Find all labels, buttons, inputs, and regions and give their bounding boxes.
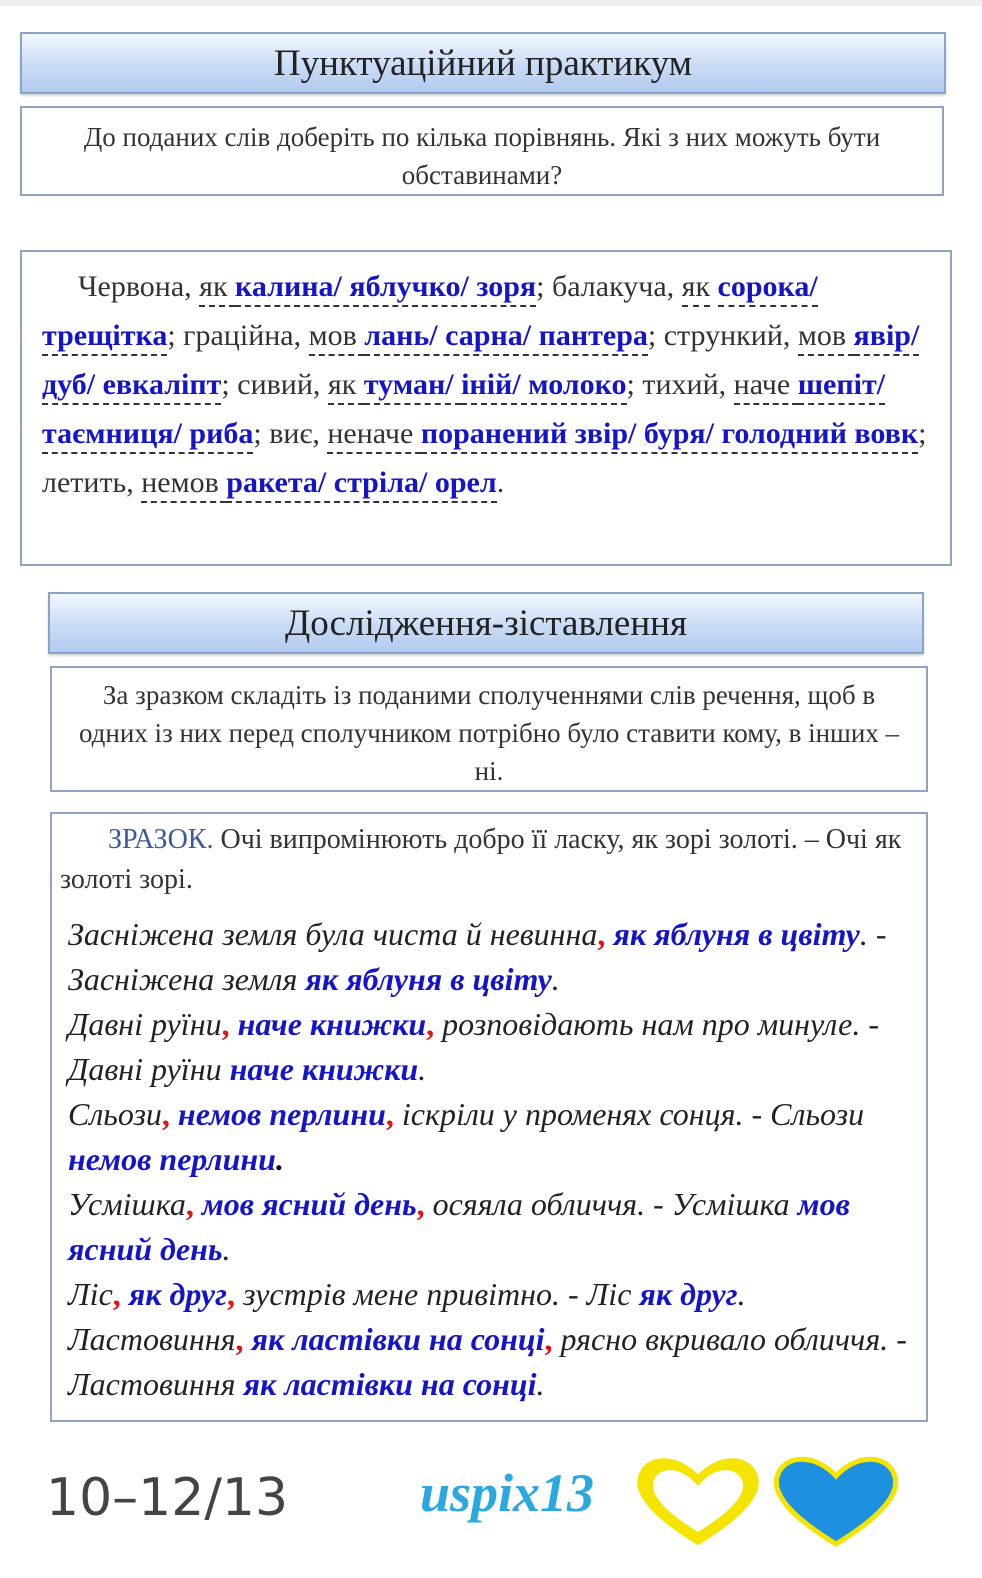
- sentence-segment: .: [737, 1276, 746, 1312]
- answer-sentence: [68, 912, 914, 1002]
- sentence-segment: зустрів мене привітно. - Ліс: [234, 1276, 640, 1312]
- comparison-phrase: наче книжки: [229, 1051, 419, 1087]
- section2-task-text: За зразком складіть із поданими сполученнями слів речення, щоб в одних із них перед сполучником потрібно було ставити кому, в інших – ні.: [78, 680, 900, 786]
- sentence-segment: .: [418, 1051, 427, 1087]
- answer-text-segment: ; граційна,: [167, 319, 309, 352]
- comparison-answer: калина/ яблучко/ зоря: [235, 270, 536, 307]
- answer-text-segment: немов: [141, 466, 226, 503]
- answer-text-segment: ; балакуча,: [536, 270, 682, 303]
- comma-mark: ,: [221, 1006, 230, 1042]
- answer-text-segment: мов: [798, 319, 854, 356]
- comma-mark: ,: [597, 916, 606, 952]
- comparison-phrase: мов ясний день: [68, 1186, 850, 1267]
- comparison-phrase: як яблуня в цвіту: [605, 916, 860, 952]
- answer-text-segment: летить,: [42, 466, 142, 499]
- comma-mark: ,: [185, 1186, 194, 1222]
- sentence-segment: осяяла обличчя. - Усмішка: [424, 1186, 798, 1222]
- answer-text-segment: [710, 270, 718, 303]
- answer-text-segment: виє,: [269, 417, 328, 450]
- sentence-segment: розповідають нам про минуле. - Давні руїни: [68, 1006, 879, 1087]
- sentence-segment: Засніжена земля була чиста й невинна: [68, 916, 598, 952]
- sentence-segment: .: [536, 1366, 545, 1402]
- comparison-phrase: наче книжки: [229, 1006, 427, 1042]
- top-border: [0, 0, 982, 6]
- section1-answer-box: [20, 250, 952, 566]
- section2-title-text: Дослідження-зіставлення: [285, 602, 687, 644]
- section1-title: [20, 32, 946, 94]
- comma-mark: ,: [426, 1006, 435, 1042]
- answer-text-segment: як: [199, 270, 235, 307]
- answer-text-segment: Червона,: [78, 270, 200, 303]
- comma-mark: ,: [385, 1096, 394, 1132]
- answer-sentence: [68, 1002, 914, 1092]
- heart-yellow-icon: [638, 1459, 757, 1544]
- section1-title-text: Пунктуаційний практикум: [273, 42, 693, 84]
- sentence-segment: Сльози: [68, 1096, 162, 1132]
- comparison-answer: сорока/ трещітка: [42, 270, 818, 356]
- comma-mark: ,: [161, 1096, 170, 1132]
- comparison-phrase: немов перлини: [169, 1096, 386, 1132]
- comparison-phrase: мов ясний день: [193, 1186, 417, 1222]
- answer-sentence: [68, 1092, 914, 1182]
- answer-text-segment: стрункий,: [663, 319, 798, 352]
- sample-label: ЗРАЗОК.: [108, 824, 214, 855]
- comparison-answer: іній/ молоко: [461, 368, 626, 405]
- comparison-answer: лань/ сарна/ пантера: [364, 319, 648, 356]
- answer-text-segment: ;: [253, 417, 270, 450]
- comparison-phrase: як ластівки на сонці: [243, 1366, 537, 1402]
- section1-task-box: [20, 106, 944, 196]
- comma-mark: ,: [416, 1186, 425, 1222]
- sentence-segment: рясно вкривало обличчя. - Ластовиння: [68, 1321, 907, 1402]
- sample-text: Очі випромінюють добро її ласку, як зорі золоті. – Очі як золоті зорі.: [60, 824, 902, 895]
- answer-text-segment: .: [496, 466, 505, 499]
- comparison-answer: шепіт/ таємниця/ риба: [42, 368, 885, 454]
- comma-mark: ,: [226, 1276, 235, 1312]
- sentence-segment: Ліс: [68, 1276, 113, 1312]
- comparison-answer: поранений звір/ буря/ голодний вовк: [421, 417, 918, 454]
- answer-text-segment: ; сивий,: [221, 368, 328, 401]
- sentence-segment: .: [222, 1231, 231, 1267]
- comparison-phrase: як ластівки на сонці: [243, 1321, 545, 1357]
- sentence-segment: .: [551, 961, 560, 997]
- sample-block: [52, 814, 926, 900]
- sentence-segment: . - Засніжена земля: [68, 916, 887, 997]
- comparison-phrase: як яблуня в цвіту: [305, 961, 552, 997]
- answer-text-segment: як: [682, 270, 710, 307]
- answer-text-segment: неначе: [327, 417, 420, 454]
- answer-text-segment: як: [328, 368, 364, 405]
- answer-text-segment: ; тихий,: [626, 368, 734, 401]
- comparison-phrase: немов перлини: [68, 1141, 276, 1177]
- section1-task-text: До поданих слів доберіть по кілька порівнянь. Які з них можуть бути обставинами?: [83, 122, 881, 190]
- comma-mark: ,: [112, 1276, 121, 1312]
- sentence-segment: Усмішка: [68, 1186, 186, 1222]
- section1-answer-text: [42, 262, 932, 507]
- comparison-phrase: як друг: [120, 1276, 227, 1312]
- comma-mark: ,: [544, 1321, 553, 1357]
- logo-text: uspix13: [420, 1463, 595, 1523]
- answer-text-segment: мов: [309, 319, 365, 356]
- comparison-answer: туман/: [364, 368, 461, 405]
- answer-sentence: [68, 1317, 914, 1407]
- comma-mark: ,: [235, 1321, 244, 1357]
- comparison-answer: явір/ дуб/ евкаліпт: [42, 319, 919, 405]
- sentence-segment: Давні руїни: [68, 1006, 222, 1042]
- page-number: 10–12/13: [46, 1468, 289, 1528]
- section2-answer-box: [50, 812, 928, 1422]
- answer-sentence: [68, 1272, 914, 1317]
- hearts-logo: [632, 1452, 912, 1553]
- answer-text-segment: наче: [734, 368, 798, 405]
- sentence-segment: іскріли у променях сонця. - Сльози: [393, 1096, 865, 1132]
- section2-title: [48, 592, 924, 654]
- sentence-segment: Ластовиння: [68, 1321, 236, 1357]
- answer-sentence: [68, 1182, 914, 1272]
- comparison-phrase: як друг: [639, 1276, 738, 1312]
- comparison-answer: ракета/ стріла/ орел: [226, 466, 496, 503]
- section2-task-box: [50, 666, 928, 792]
- answer-text-segment: ;: [918, 417, 927, 450]
- section2-answers: [52, 912, 926, 1407]
- answer-text-segment: ;: [647, 319, 664, 352]
- heart-blue-yellow-icon: [776, 1459, 895, 1544]
- period-mark: .: [275, 1141, 284, 1177]
